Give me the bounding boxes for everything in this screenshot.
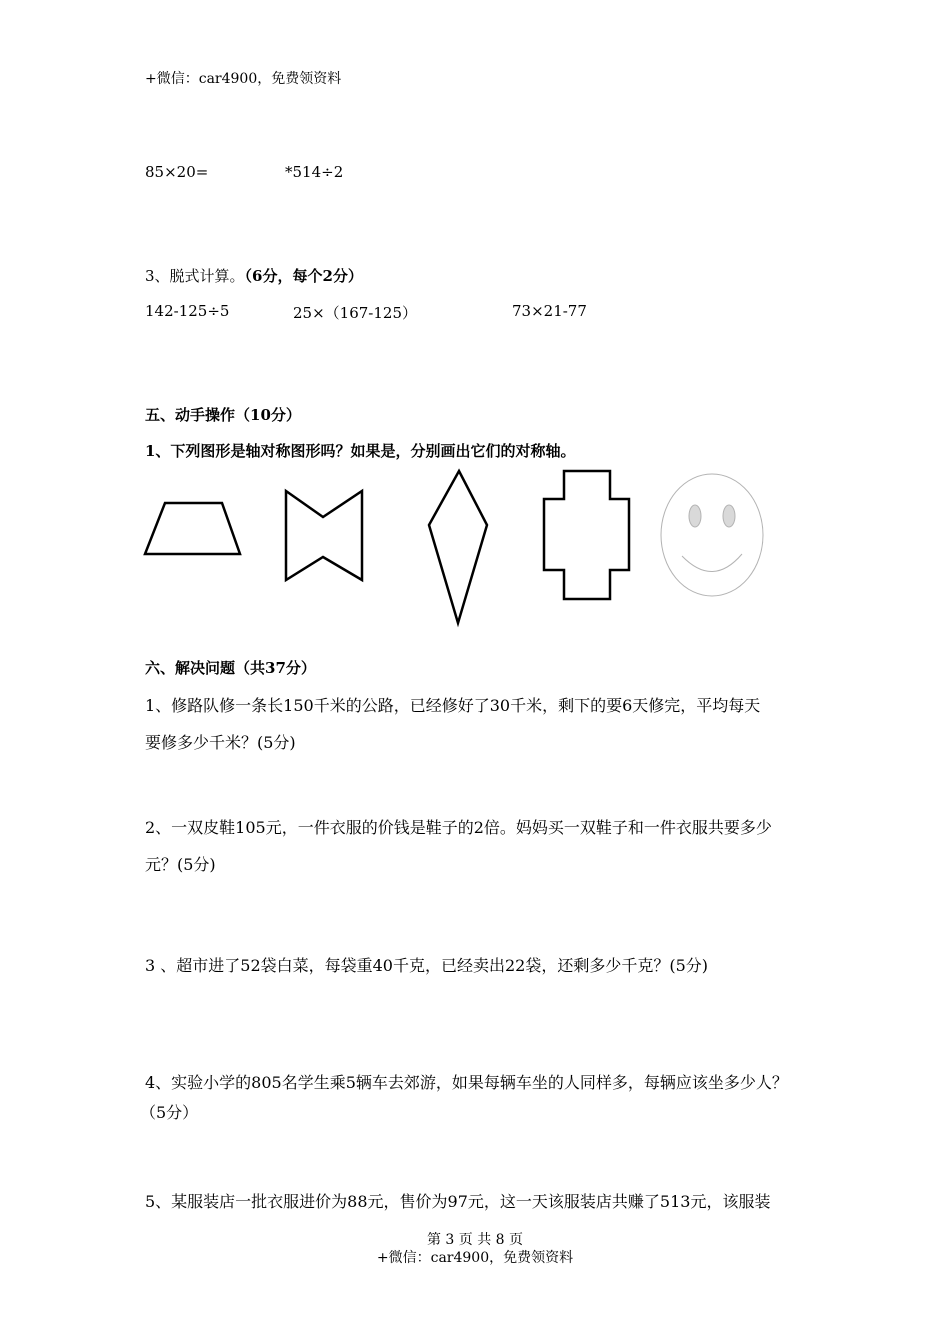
- section6-q2-line1: 2、一双皮鞋105元，一件衣服的价钱是鞋子的2倍。妈妈买一双鞋子和一件衣服共要多少: [145, 818, 772, 837]
- header-watermark: +微信：car4900，免费领资料: [145, 71, 342, 87]
- section5-title: 五、动手操作（10分）: [145, 406, 301, 424]
- section6-q4-line2: （5分）: [140, 1103, 199, 1122]
- section6-q1-line1: 1、修路队修一条长150千米的公路，已经修好了30千米，剩下的要6天修完，平均每天: [145, 696, 761, 715]
- page-number: 第 3 页 共 8 页: [426, 1232, 524, 1248]
- section6-q2-line2: 元？(5分): [145, 855, 216, 874]
- q3-points: （6分，每个2分）: [244, 267, 363, 285]
- bowtie-icon: [282, 487, 368, 585]
- section6-q4-line1: 4、实验小学的805名学生乘5辆车去郊游，如果每辆车坐的人同样多，每辆应该坐多少人？: [145, 1073, 788, 1092]
- section5-q1: 1、下列图形是轴对称图形吗？如果是，分别画出它们的对称轴。: [145, 442, 576, 460]
- section6-q1-line2: 要修多少千米？(5分): [145, 733, 296, 752]
- calc-item-1: 85×20=: [145, 163, 209, 181]
- q3-title: 3、脱式计算。: [145, 267, 245, 285]
- calc-item-2: *514÷2: [285, 163, 344, 181]
- cross-icon: [540, 468, 634, 604]
- q3-heading: [145, 265, 363, 286]
- q3-expression-2: 25×（167-125）: [293, 304, 417, 322]
- trapezoid-icon: [140, 498, 246, 560]
- section6-q3: 3 、超市进了52袋白菜，每袋重40千克，已经卖出22袋，还剩多少千克？(5分): [145, 956, 709, 975]
- section6-q5-line1: 5、某服装店一批衣服进价为88元，售价为97元，这一天该服装店共赚了513元，该服装: [145, 1192, 771, 1211]
- smiley-face-icon: [656, 468, 770, 602]
- q3-expression-1: 142-125÷5: [145, 302, 230, 320]
- footer-watermark: +微信：car4900，免费领资料: [376, 1250, 574, 1266]
- section6-title: 六、解决问题（共37分）: [145, 659, 316, 677]
- q3-expression-3: 73×21-77: [512, 302, 587, 320]
- kite-icon: [424, 468, 492, 628]
